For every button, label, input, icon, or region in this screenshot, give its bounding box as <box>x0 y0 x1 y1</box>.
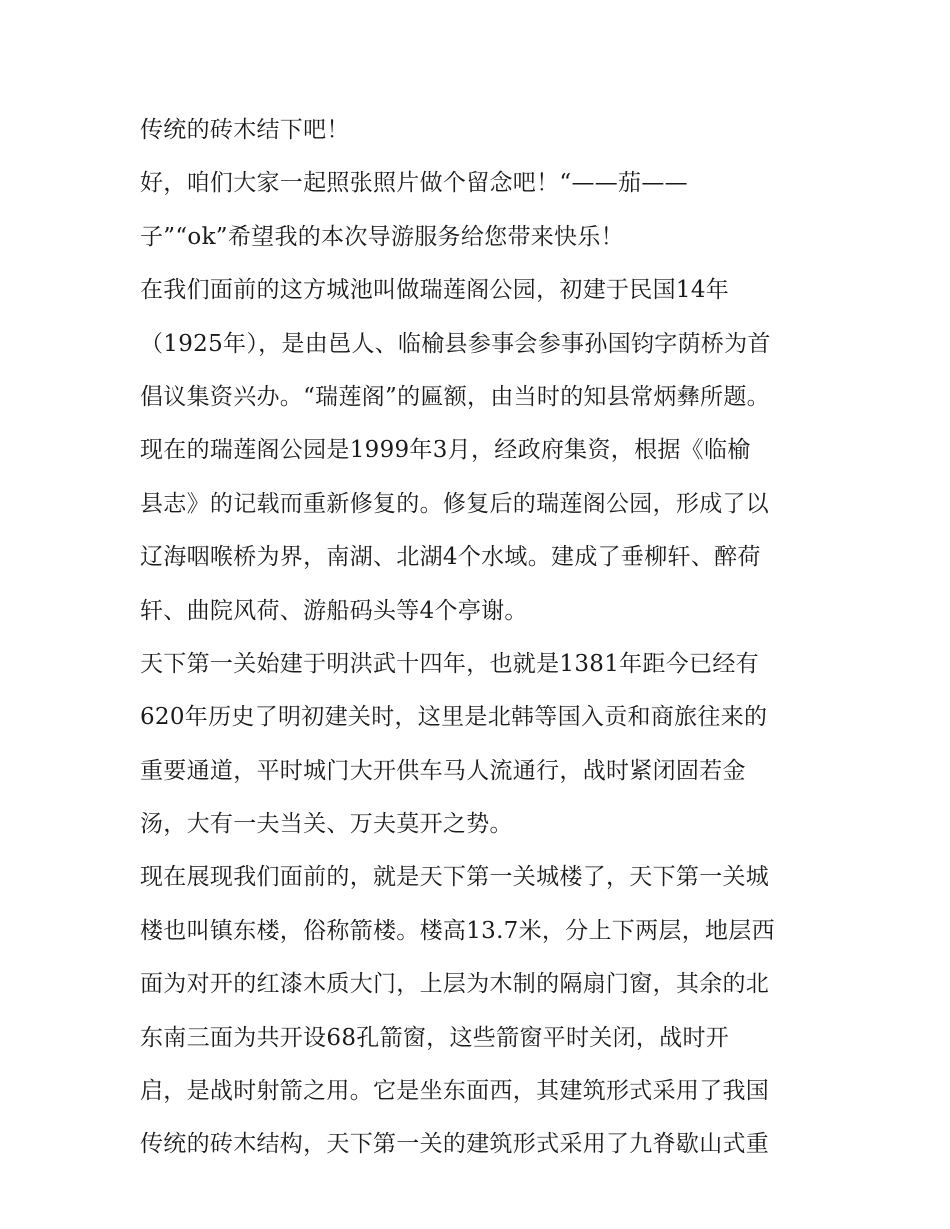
text-line: 重要通道，平时城门大开供车马人流通行，战时紧闭固若金 <box>140 757 746 784</box>
text-line: 县志》的记载而重新修复的。修复后的瑞莲阁公园，形成了以 <box>140 490 770 517</box>
text-line: 汤，大有一夫当关、万夫莫开之势。 <box>140 811 513 838</box>
text-line: 好，咱们大家一起照张照片做个留念吧！“——茄—— <box>140 170 688 197</box>
text-line: （1925年），是由邑人、临榆县参事会参事孙国钧字荫桥为首 <box>140 330 771 357</box>
text-line: 东南三面为共开设68孔箭窗，这些箭窗平时关闭，战时开 <box>140 1024 730 1051</box>
text-line: 现在展现我们面前的，就是天下第一关城楼了，天下第一关城 <box>140 864 770 891</box>
text-line: 辽海咽喉桥为界，南湖、北湖4个水域。建成了垂柳轩、醉荷 <box>140 544 761 571</box>
text-line: 面为对开的红漆木质大门，上层为木制的隔扇门窗，其余的北 <box>140 971 770 998</box>
text-line: 现在的瑞莲阁公园是1999年3月，经政府集资，根据《临榆 <box>140 437 751 464</box>
text-line: 620年历史了明初建关时，这里是北韩等国入贡和商旅往来的 <box>140 704 768 731</box>
text-line: 在我们面前的这方城池叫做瑞莲阁公园，初建于民国14年 <box>140 277 730 304</box>
text-line: 轩、曲院风荷、游船码头等4个亭谢。 <box>140 597 528 624</box>
text-line: 传统的砖木结下吧！ <box>140 117 350 143</box>
text-line: 天下第一关始建于明洪武十四年，也就是1381年距今已经有 <box>140 650 759 677</box>
text-line: 子”“ok”希望我的本次导游服务给您带来快乐！ <box>140 223 624 250</box>
document-body <box>140 104 820 1172</box>
text-line: 倡议集资兴办。“瑞莲阁”的匾额，由当时的知县常炳彝所题。 <box>140 383 770 410</box>
text-line: 启，是战时射箭之用。它是坐东面西，其建筑形式采用了我国 <box>140 1078 770 1105</box>
text-line: 楼也叫镇东楼，俗称箭楼。楼高13.7米，分上下两层，地层西 <box>140 917 775 944</box>
text-line: 传统的砖木结构，天下第一关的建筑形式采用了九脊歇山式重 <box>140 1131 770 1158</box>
